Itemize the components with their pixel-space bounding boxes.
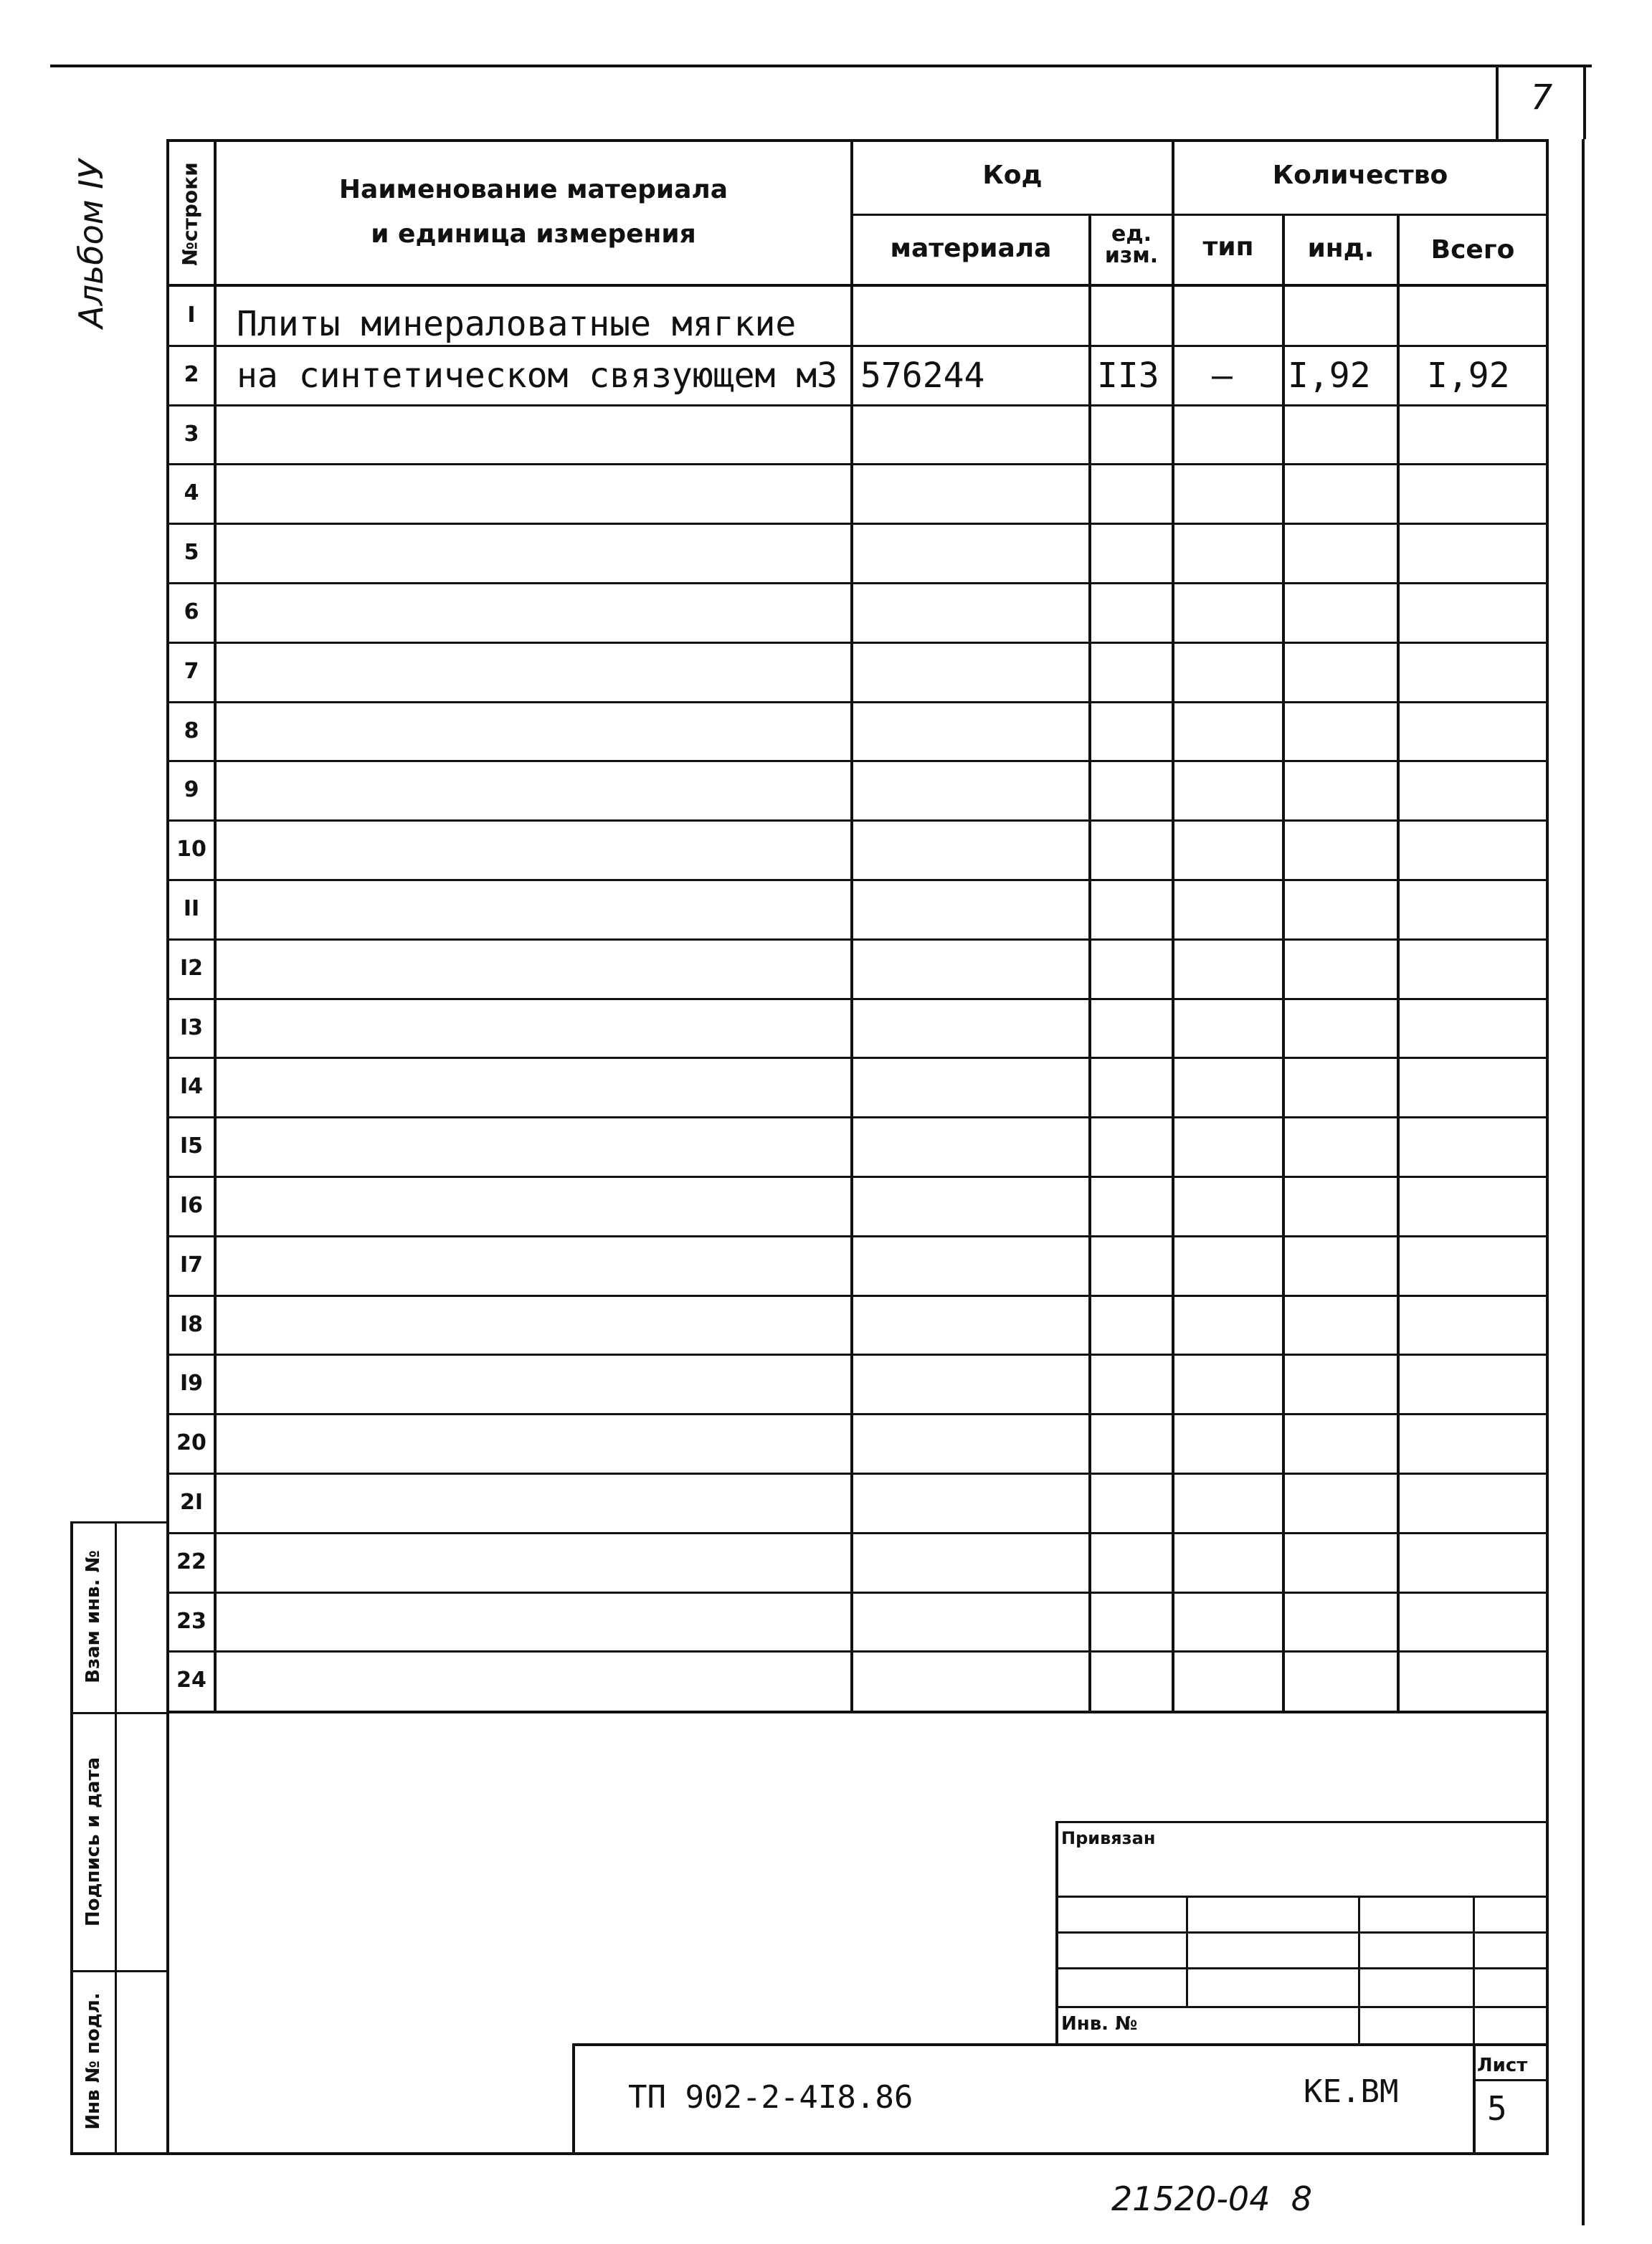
privyazan-top xyxy=(1055,1821,1549,1823)
row-number: 20 xyxy=(176,1430,206,1455)
row-number: 7 xyxy=(184,659,199,684)
row-number: 2 xyxy=(184,362,199,387)
row2-total: I,92 xyxy=(1427,356,1510,396)
col-sep-type xyxy=(1282,215,1285,1713)
row-number: I8 xyxy=(179,1312,204,1337)
frame-left-lower xyxy=(166,1711,169,2155)
side-stamp-podpis-data: Подпись и дата xyxy=(82,1756,104,1927)
row-separator xyxy=(166,998,1549,1000)
row-number: I4 xyxy=(179,1074,204,1099)
row-separator xyxy=(166,523,1549,525)
row-number: 24 xyxy=(176,1668,206,1693)
col-sep-name xyxy=(850,139,853,1713)
header-code-material: материала xyxy=(890,234,1052,263)
header-quantity: Количество xyxy=(1272,161,1448,190)
doc-mark: КЕ.ВМ xyxy=(1304,2073,1399,2110)
side-stamp-divider xyxy=(115,1521,117,2155)
header-code-unit-line1: ед. xyxy=(1111,222,1152,247)
row-number: 9 xyxy=(184,777,199,802)
sheet-label: Лист xyxy=(1477,2055,1528,2076)
header-qty-total: Всего xyxy=(1430,235,1515,265)
side-stamp-bottom xyxy=(70,2152,166,2155)
row2-unit: II3 xyxy=(1097,356,1159,396)
row-number: I7 xyxy=(179,1252,204,1278)
header-row-no: №строки xyxy=(178,162,202,266)
table-bottom-border xyxy=(166,1711,1549,1713)
privyazan-col3 xyxy=(1473,1896,1475,2045)
row-separator xyxy=(166,1413,1549,1415)
row-separator xyxy=(166,938,1549,941)
header-bottom-line xyxy=(166,284,1549,287)
right-frame xyxy=(1582,139,1585,2225)
col-sep-unit xyxy=(1172,139,1174,1713)
side-stamp-outer-left xyxy=(70,1521,73,2155)
row-number: 3 xyxy=(184,422,199,447)
title-block-top xyxy=(574,2043,1549,2046)
table-top-border xyxy=(166,139,1549,142)
title-block-left xyxy=(572,2043,575,2155)
row-number: 2I xyxy=(179,1490,204,1515)
frame-bottom xyxy=(166,2152,1549,2155)
page-number-box-left xyxy=(1496,65,1499,139)
page-number: 7 xyxy=(1530,77,1553,118)
row-separator xyxy=(166,1354,1549,1356)
privyazan-label: Привязан xyxy=(1061,1828,1156,1848)
row-number: I9 xyxy=(179,1371,204,1396)
row-separator xyxy=(166,1532,1549,1534)
row-separator xyxy=(166,1057,1549,1059)
header-code-unit xyxy=(1091,224,1172,267)
sheet-box-left xyxy=(1473,2043,1476,2155)
handwritten-number: 21520-04 8 xyxy=(1111,2179,1312,2218)
header-name-line1: Наименование материала xyxy=(338,175,728,204)
row-separator xyxy=(166,463,1549,465)
album-label: Альбом IУ xyxy=(72,159,110,328)
privyazan-col2 xyxy=(1358,1896,1360,2045)
row-separator xyxy=(166,819,1549,822)
row-separator xyxy=(166,1650,1549,1653)
row-number: 4 xyxy=(184,480,199,505)
row-number: II xyxy=(183,896,200,921)
sheet-number: 5 xyxy=(1487,2089,1507,2128)
side-stamp-vzam-inv: Взам инв. № xyxy=(82,1550,104,1683)
top-rule xyxy=(50,65,1592,67)
row2-name: на синтетическом связующем м3 xyxy=(237,356,838,396)
sheet-box-divider xyxy=(1473,2079,1549,2081)
side-stamp-inv-podl: Инв № подл. xyxy=(82,1992,104,2130)
header-code: Код xyxy=(982,161,1043,190)
row-number: 23 xyxy=(176,1609,206,1634)
row-number: I3 xyxy=(179,1015,204,1040)
page-number-box-right xyxy=(1583,65,1586,139)
doc-code: ТП 902-2-4I8.86 xyxy=(628,2079,913,2116)
row-number: I2 xyxy=(179,956,204,981)
header-qty-ind: инд. xyxy=(1307,234,1375,263)
row-separator xyxy=(166,1235,1549,1237)
row2-ind: I,92 xyxy=(1288,356,1371,396)
row-number: I xyxy=(187,303,196,328)
row-separator xyxy=(166,760,1549,762)
col-sep-code xyxy=(1088,215,1091,1713)
table-right-border xyxy=(1546,139,1549,1713)
row-number: I6 xyxy=(179,1193,204,1218)
row-separator xyxy=(166,1592,1549,1594)
row-separator xyxy=(166,1295,1549,1297)
row-separator xyxy=(166,642,1549,644)
row-separator xyxy=(166,1116,1549,1118)
row-number: 8 xyxy=(184,718,199,743)
row-separator xyxy=(166,404,1549,407)
row2-type: – xyxy=(1212,356,1233,396)
row-number: 5 xyxy=(184,540,199,565)
row-separator xyxy=(166,1176,1549,1178)
row-separator xyxy=(166,582,1549,584)
inv-no-label: Инв. № xyxy=(1061,2013,1138,2035)
row-number: I5 xyxy=(179,1133,204,1159)
col-sep-ind xyxy=(1397,215,1400,1713)
row1-name: Плиты минераловатные мягкие xyxy=(237,304,797,344)
row-separator xyxy=(166,879,1549,881)
header-name-line2: и единица измерения xyxy=(371,219,696,249)
header-subrow-line xyxy=(850,214,1549,216)
row-separator xyxy=(166,701,1549,703)
row-separator xyxy=(166,1473,1549,1475)
row2-code: 576244 xyxy=(860,356,985,396)
header-code-unit-line2: изм. xyxy=(1104,243,1159,268)
row-number: 6 xyxy=(184,599,199,624)
row-separator xyxy=(166,345,1549,347)
privyazan-col1 xyxy=(1186,1896,1188,2007)
row-number: 10 xyxy=(176,837,206,862)
row-number: 22 xyxy=(176,1549,206,1574)
header-qty-type: тип xyxy=(1202,232,1254,262)
